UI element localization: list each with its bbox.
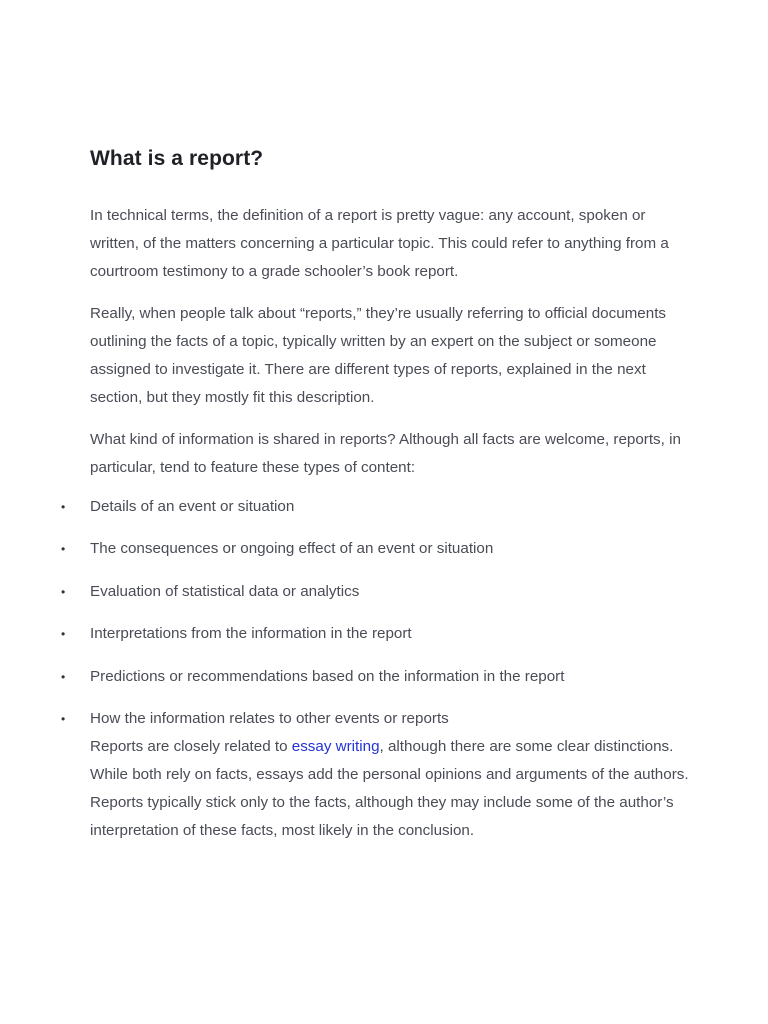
closing-text-before-link: Reports are closely related to <box>90 738 292 756</box>
list-item <box>61 535 690 563</box>
list-item <box>61 493 690 521</box>
list-item <box>61 620 690 648</box>
article <box>61 144 690 845</box>
essay-writing-link[interactable]: essay writing <box>291 738 380 756</box>
list-item <box>61 663 690 691</box>
bullet-icon: • <box>61 500 66 514</box>
paragraph-content-types-intro: What kind of information is shared in reports? Although all facts are welcome, reports, in particular, tend to feature these types of content: <box>90 431 681 476</box>
paragraph-definition: In technical terms, the definition of a report is pretty vague: any account, spoken or written, of the matters concerning a particular topic. This could refer to anything from a courtroom testimony to a grade schooler’s book report. <box>90 207 669 280</box>
bullet-icon: • <box>61 669 66 684</box>
list-item-text: The consequences or ongoing effect of an event or situation <box>90 540 494 558</box>
bullet-icon: • <box>61 542 66 557</box>
page-title: What is a report? <box>90 147 264 170</box>
closing-text-after-link: , although there are some clear distinctions. While both rely on facts, essays add the personal opinions and arguments of the authors. Reports typically stick only to the facts, although they may include some of the author’s interpretation of these facts, most likely in the conclusion. <box>90 738 689 840</box>
list-item <box>61 578 690 606</box>
content-types-list <box>61 493 690 733</box>
list-item-text: Details of an event or situation <box>90 498 295 515</box>
list-item-text: Evaluation of statistical data or analytics <box>90 582 360 600</box>
bullet-icon: • <box>61 584 66 599</box>
paragraph-closing <box>90 733 690 845</box>
list-item-text: Predictions or recommendations based on the information in the report <box>90 667 565 685</box>
bullet-icon: • <box>61 627 66 642</box>
list-item-text: How the information relates to other events or reports <box>90 709 449 727</box>
list-item-text: Interpretations from the information in the report <box>90 625 412 643</box>
list-item <box>61 705 690 733</box>
paragraph-official-documents: Really, when people talk about “reports,” they’re usually referring to official documents outlining the facts of a topic, typically written by an expert on the subject or someone assigned to investigate it. There are different types of reports, explained in the next section, but they mostly fit this description. <box>90 305 667 406</box>
bullet-icon: • <box>61 711 66 726</box>
